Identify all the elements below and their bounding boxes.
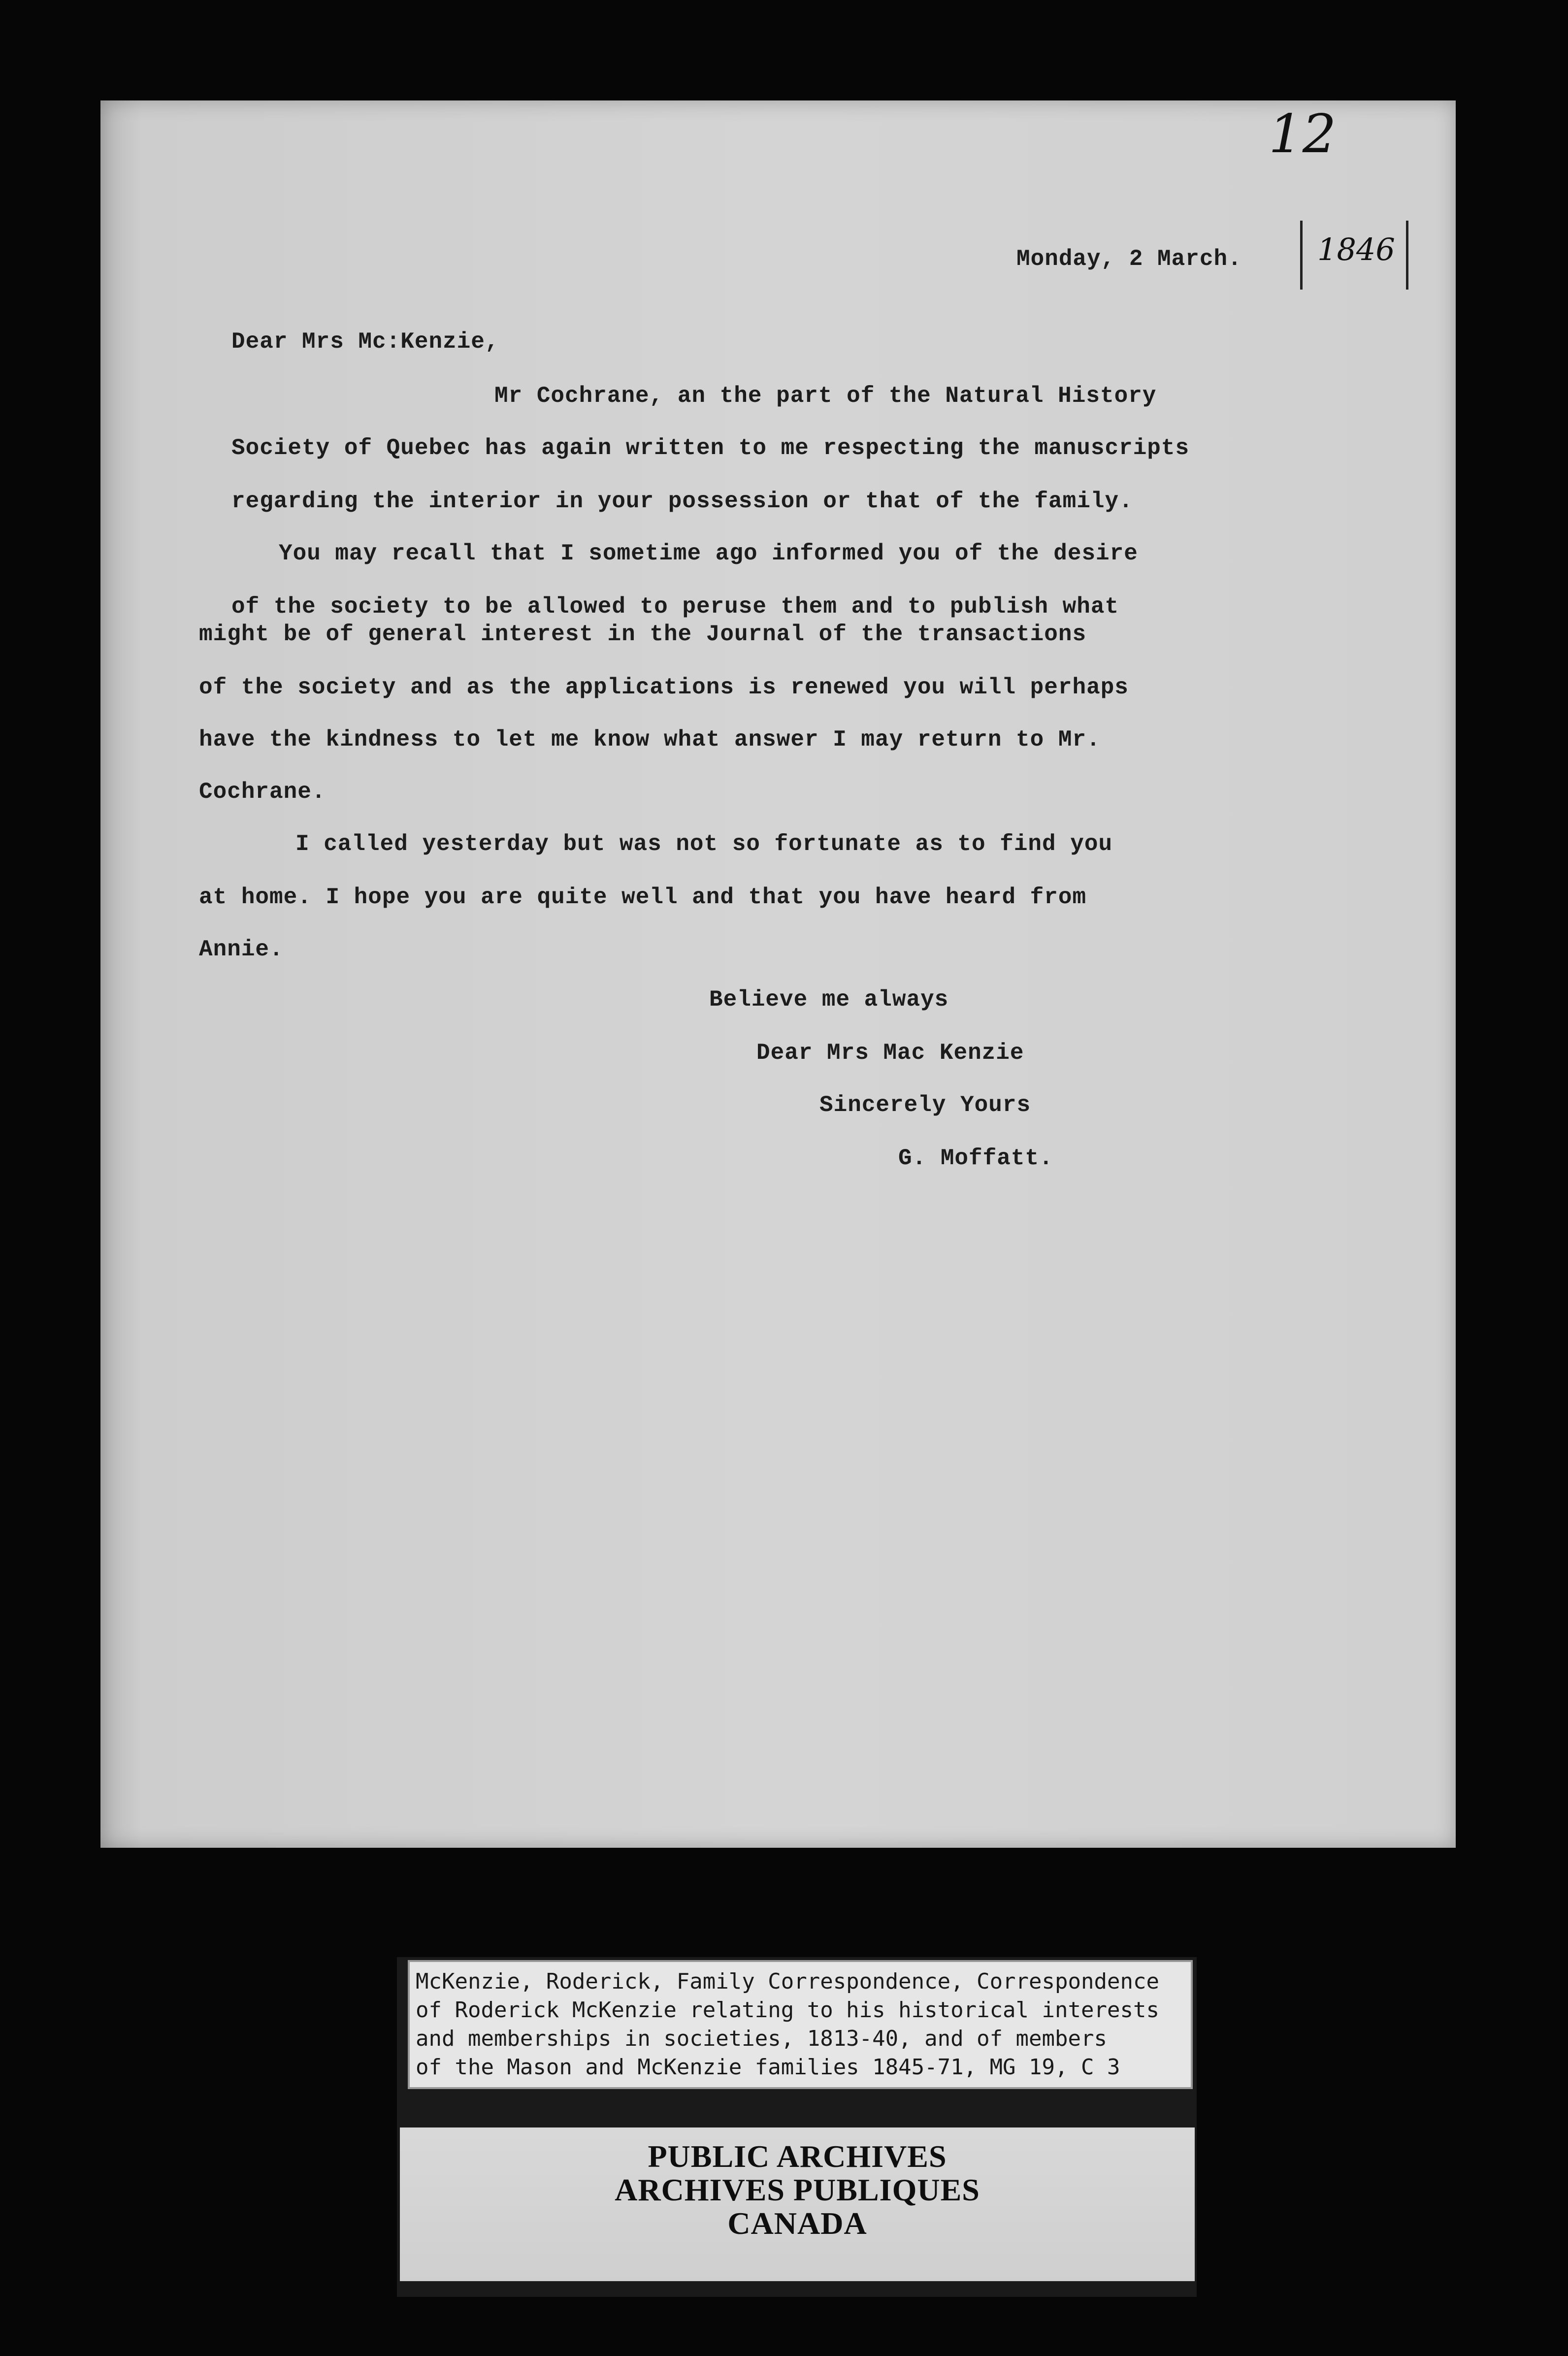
body-line-7: of the society and as the applications is renewed you will perhaps xyxy=(199,675,1129,700)
date-annotation-text: 1846 xyxy=(1317,231,1395,267)
archive-stamp-line-3: CANADA xyxy=(727,2206,867,2241)
body-line-6: might be of general interest in the Journal of the transactions xyxy=(199,622,1087,647)
closing-line-1: Believe me always xyxy=(709,987,949,1013)
closing-line-3: Sincerely Yours xyxy=(819,1092,1031,1118)
archive-stamp-line-2: ARCHIVES PUBLIQUES xyxy=(615,2172,980,2207)
date-line: Monday, 2 March. xyxy=(1016,246,1242,272)
body-line-8: have the kindness to let me know what answer I may return to Mr. xyxy=(199,727,1101,753)
letter-page xyxy=(100,100,1456,1848)
archive-stamp xyxy=(400,2127,1195,2281)
body-line-4: You may recall that I sometime ago informed you of the desire xyxy=(279,541,1138,566)
body-line-5: of the society to be allowed to peruse them and to publish what xyxy=(231,594,1119,620)
body-line-11: at home. I hope you are quite well and that you have heard from xyxy=(199,884,1087,910)
catalog-line-1: McKenzie, Roderick, Family Correspondence, Correspondence xyxy=(416,1969,1159,1994)
body-line-3: regarding the interior in your possession or that of the family. xyxy=(231,489,1133,514)
body-line-9: Cochrane. xyxy=(199,779,326,805)
body-line-2: Society of Quebec has again written to me respecting the manuscripts xyxy=(231,435,1190,461)
signature: G. Moffatt. xyxy=(898,1145,1053,1171)
body-line-12: Annie. xyxy=(199,937,284,962)
closing-line-2: Dear Mrs Mac Kenzie xyxy=(756,1040,1024,1066)
body-line-10: I called yesterday but was not so fortunate as to find you xyxy=(295,831,1113,857)
catalog-line-2: of Roderick McKenzie relating to his historical interests xyxy=(416,1997,1159,2023)
folio-number: 12 xyxy=(1269,103,1337,165)
archive-stamp-line-1: PUBLIC ARCHIVES xyxy=(648,2139,947,2174)
date-annotation xyxy=(1300,221,1408,290)
catalog-line-4: of the Mason and McKenzie families 1845-71, MG 19, C 3 xyxy=(416,2055,1120,2080)
catalog-line-3: and memberships in societies, 1813-40, and of members xyxy=(416,2026,1107,2051)
body-line-1: Mr Cochrane, an the part of the Natural History xyxy=(494,383,1157,409)
catalog-label xyxy=(408,1960,1193,2089)
salutation: Dear Mrs Mc:Kenzie, xyxy=(231,329,499,355)
